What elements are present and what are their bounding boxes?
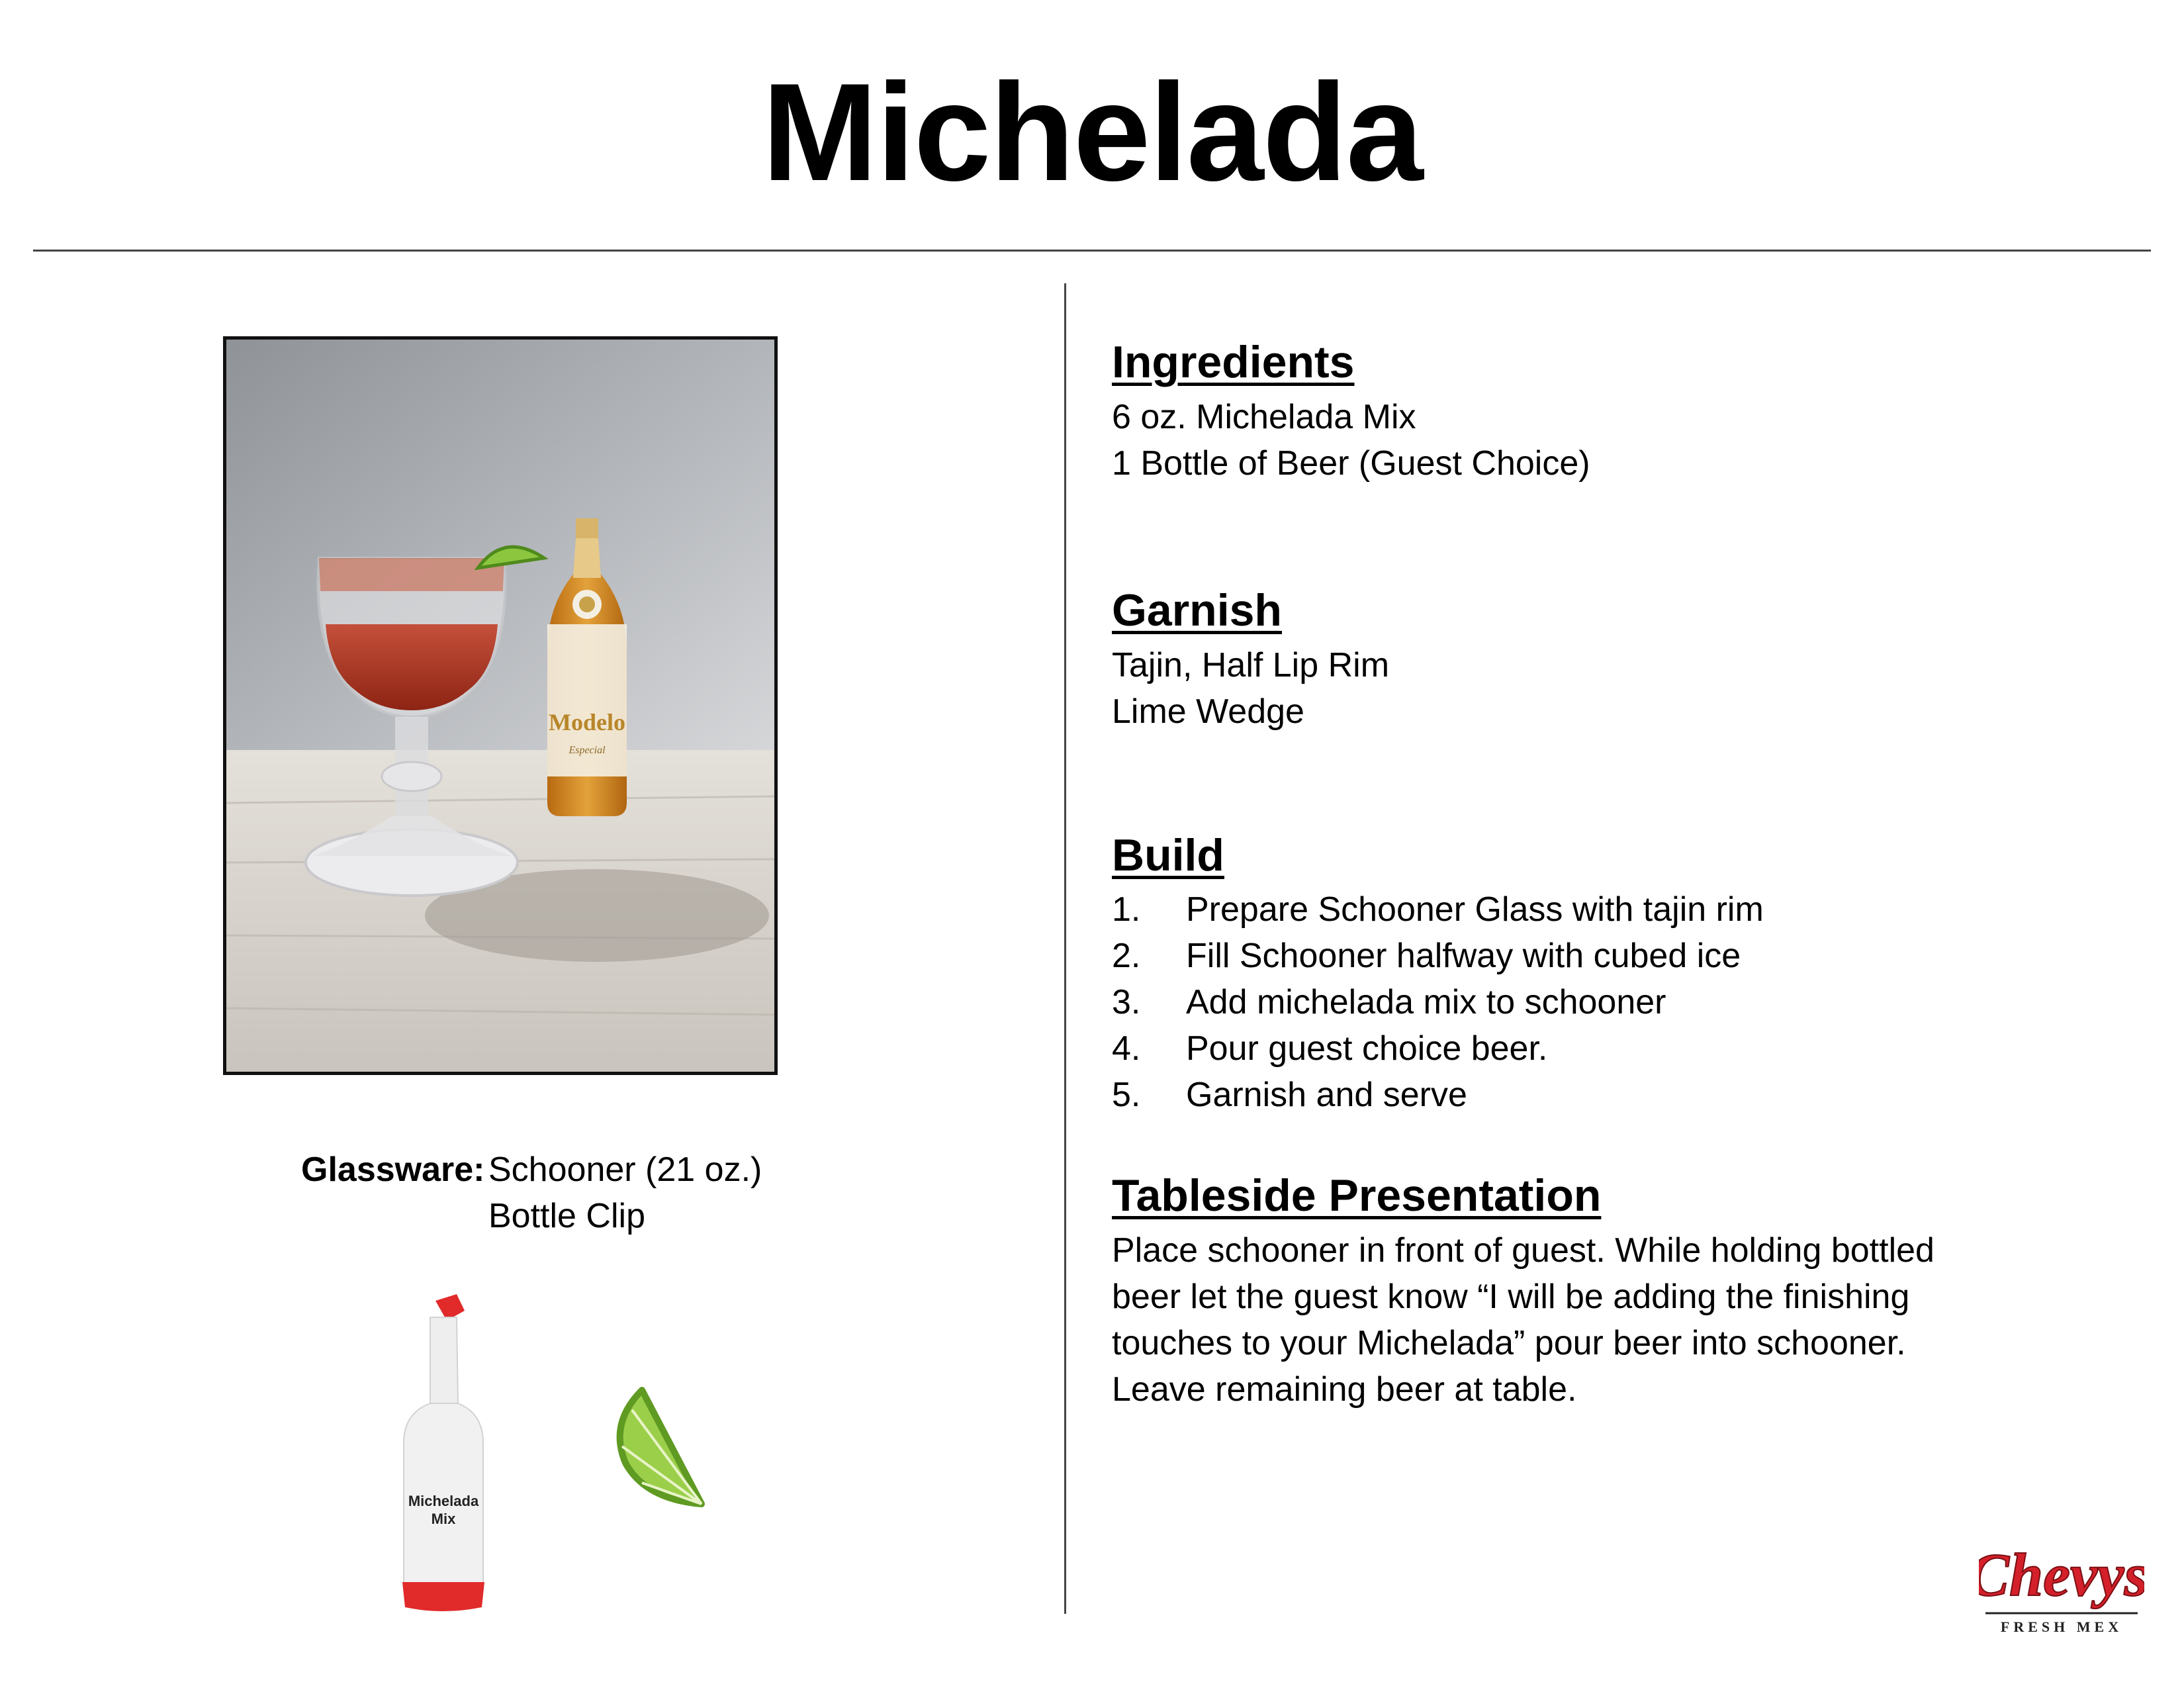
garnish-heading: Garnish	[1112, 585, 1282, 635]
header-divider	[33, 250, 2151, 252]
glassware-item: Bottle Clip	[488, 1197, 645, 1235]
garnish-section	[1112, 586, 2105, 735]
build-section	[1112, 831, 2105, 1119]
presentation-line: touches to your Michelada” pour beer into schooner.	[1112, 1324, 1906, 1363]
ingredient-item: 6 oz. Michelada Mix	[1112, 397, 1416, 436]
pour-bottle-label: Michelada	[408, 1493, 479, 1509]
build-step: 3. Add michelada mix to schooner	[1112, 983, 1666, 1022]
chevys-logo	[1979, 1539, 2144, 1645]
presentation-section	[1112, 1171, 2105, 1413]
build-step: 4. Pour guest choice beer.	[1112, 1029, 1548, 1068]
garnish-item: Tajin, Half Lip Rim	[1112, 645, 1390, 684]
glassware-label: Glassware:	[301, 1150, 485, 1189]
presentation-line: Leave remaining beer at table.	[1112, 1370, 1577, 1409]
svg-text:Especial: Especial	[569, 745, 606, 756]
build-steps	[1112, 886, 2105, 1118]
ingredients-section	[1112, 338, 2105, 487]
lime-wedge-icon	[602, 1383, 721, 1516]
column-divider	[1064, 283, 1066, 1614]
svg-text:Chevys: Chevys	[1979, 1541, 2144, 1609]
garnish-item: Lime Wedge	[1112, 692, 1304, 731]
presentation-line: Place schooner in front of guest. While holding bottled	[1112, 1231, 1934, 1270]
svg-text:FRESH MEX: FRESH MEX	[2000, 1618, 2123, 1635]
ingredients-heading: Ingredients	[1112, 337, 1355, 387]
glassware-info	[301, 1147, 762, 1239]
presentation-line: beer let the guest know “I will be adding the finishing	[1112, 1278, 1910, 1317]
build-step: 5. Garnish and serve	[1112, 1076, 1467, 1115]
build-step: 1. Prepare Schooner Glass with tajin rim	[1112, 890, 1764, 929]
ingredient-item: 1 Bottle of Beer (Guest Choice)	[1112, 444, 1590, 483]
page-title: Michelada	[762, 54, 1422, 210]
build-heading: Build	[1112, 829, 1224, 880]
drink-photo	[223, 336, 778, 1075]
recipe-details	[1112, 338, 2105, 1413]
presentation-heading: Tableside Presentation	[1112, 1170, 1602, 1221]
bottle-label-text: Modelo	[549, 709, 625, 735]
glassware-item: Schooner (21 oz.)	[488, 1150, 762, 1189]
build-step: 2. Fill Schooner halfway with cubed ice	[1112, 937, 1741, 976]
michelada-mix-pour-bottle	[384, 1291, 503, 1622]
svg-text:Mix: Mix	[431, 1511, 456, 1527]
